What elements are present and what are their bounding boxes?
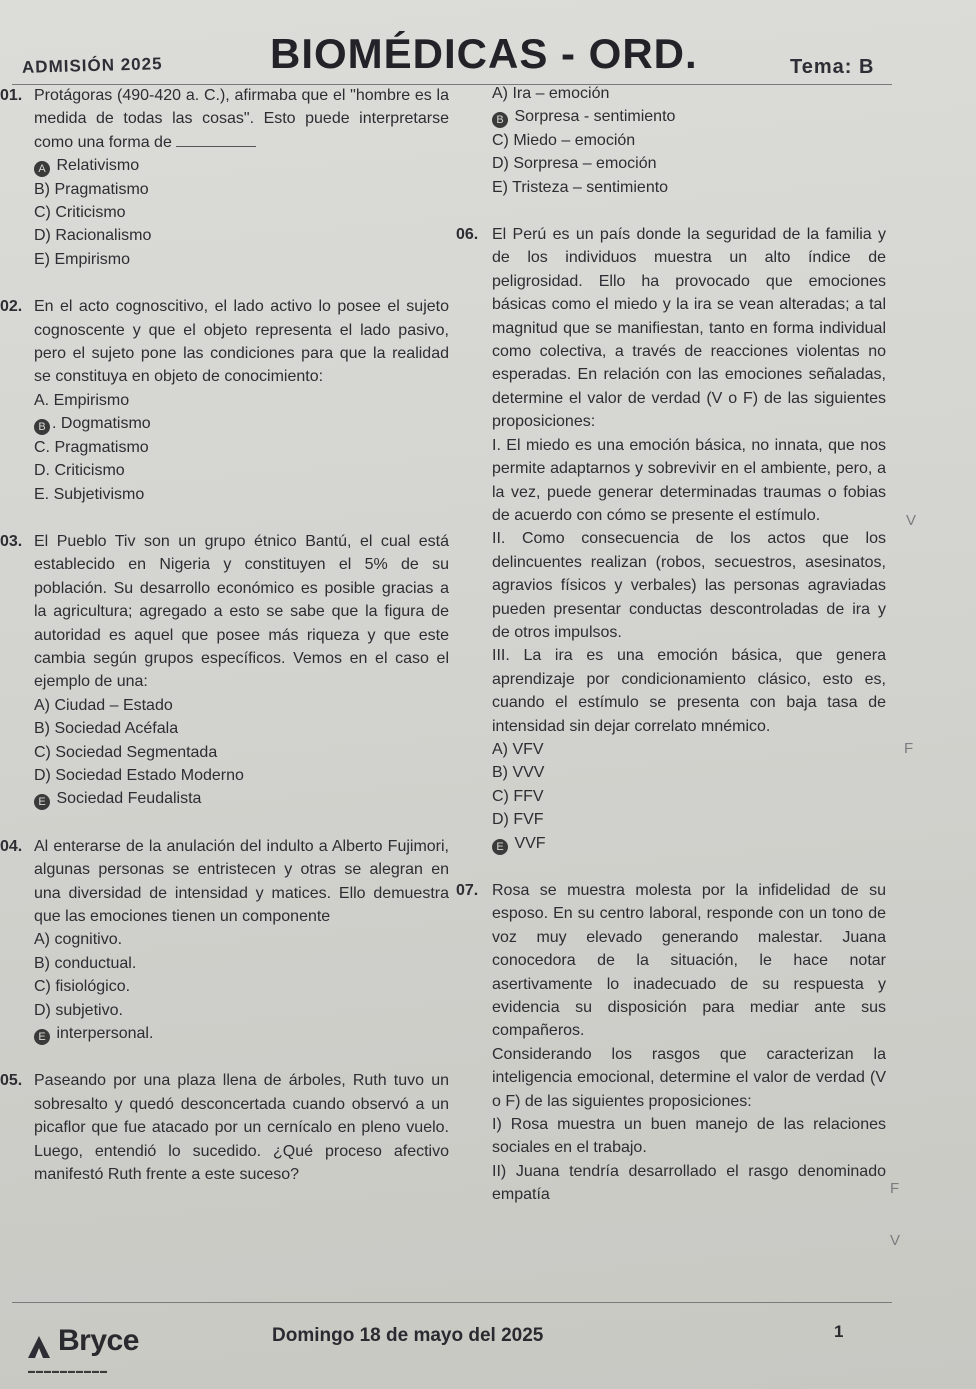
option-a: A) Ciudad – Estado [34,696,173,714]
option-e: E) Tristeza – sentimiento [492,178,669,196]
marked-answer-icon: E [492,839,508,855]
option-c: C) FFV [492,787,544,805]
answer-blank [176,133,256,147]
option-a: A) Ira – emoción [492,85,610,102]
question-stem: Rosa se muestra molesta por la infidelidad de su esposo. En su centro laboral, responde con un tono de voz muy elevado generando malestar. Juana conocedora de la situación, le hace notar asertivamente lo inadecuado de su respuesta y evidencia su disposición para mediar ante sus compañeros. [492,882,886,1040]
admission-label: ADMISIÓN 2025 [21,54,163,77]
right-column [456,82,886,1207]
logo-wordmark: Bryce [58,1324,139,1357]
question-stem: El Pueblo Tiv son un grupo étnico Bantú, el cual está establecido en Nigeria y constituyen el 5% de su población. Su desarrollo económico es posible gracias a la agricultura; agregado a esto se sabe que la figura de autoridad es aquel que posee más riqueza y que este cambia según grupos específicos. Vemos en el caso el ejemplo de una: [34,532,449,691]
option-d: D) Racionalismo [34,227,152,245]
proposition-i: I) Rosa muestra un buen manejo de las relaciones sociales en el trabajo. [492,1116,886,1157]
question-stem: El Perú es un país donde la seguridad de la familia y de los individuos muestra un alto índice de peligrosidad. Ello ha provocado que emociones básicas como el miedo y la ira se vean alteradas; a tal magnitud que se manifiestan, tanto en forma individual como colectiva, a través de reacciones violentas no esperadas. En relación con las emociones señaladas, determine el valor de verdad (V o F) de las siguientes proposiciones: [492,226,886,431]
option-c: C. Pragmatismo [34,438,149,456]
option-b: B Sorpresa - sentimiento [492,105,886,128]
proposition-iii: III. La ira es una emoción básica, que genera aprendizaje por condicionamiento clásico, esto es, cuando el estímulo se presenta con baja tasa de intensidad sin dejar correlato mnémico. [492,647,886,735]
proposition-i: I. El miedo es una emoción básica, no innata, que nos permite adaptarnos y sobrevivir en el ambiente, pero, a la vez, puede generar determinadas traumas o fobias de acuerdo con cómo se presente el estímulo. [492,436,886,524]
question-number: 03. [0,532,23,550]
marked-answer-icon: A [34,161,50,177]
question-03 [0,530,449,811]
question-number: 01. [0,87,23,104]
left-column [0,84,449,1186]
logo-tagline-graphic: ▬▬▬▬▬▬▬▬▬▬ [28,1368,108,1375]
question-02 [0,295,449,506]
question-05 [0,1069,449,1186]
footer-divider [12,1302,892,1303]
marked-answer-icon: B [34,419,50,435]
question-04 [0,835,449,1046]
bryce-logo [18,1318,158,1384]
option-c: C) fisiológico. [34,978,131,996]
question-01 [0,84,449,271]
question-stem: Protágoras (490-420 a. C.), afirmaba que el "hombre es la medida de todas las cosas". Esto puede interpretarse como una forma de [34,87,449,151]
logo-emblem-icon [24,1332,54,1362]
question-stem: Al enterarse de la anulación del indulto a Alberto Fujimori, algunas personas se entristecen y otras se alegran en una diversidad de intensidad y matices. Ello demuestra que las emociones tienen un componente [34,837,449,925]
option-e: E VVF [492,832,886,855]
question-number: 04. [0,837,23,855]
option-a: A) VFV [492,740,544,758]
option-b: B) Sociedad Acéfala [34,720,179,738]
pencil-mark: V [906,512,917,529]
option-e: E interpersonal. [34,1022,449,1045]
option-e: E Sociedad Feudalista [34,787,449,810]
question-06 [456,223,886,855]
marked-answer-icon: E [34,794,50,810]
option-d: D) Sorpresa – emoción [492,155,657,173]
proposition-ii: II) Juana tendría desarrollado el rasgo denominado empatía [492,1162,886,1204]
exam-date: Domingo 18 de mayo del 2025 [272,1325,544,1346]
option-a: A) cognitivo. [34,931,123,949]
option-d: D. Criticismo [34,462,125,480]
exam-theme: Tema: B [790,56,875,78]
proposition-ii: II. Como consecuencia de los actos que los delincuentes realizan (robos, secuestros, asesinatos, agravios físicos y verbales) las personas agraviadas pueden presentar conductas descontroladas de ira y de otros impulsos. [492,530,886,641]
question-number: 06. [456,226,479,244]
marked-answer-icon: E [34,1029,50,1045]
option-b: B . Dogmatismo [34,412,449,435]
option-e: E) Empirismo [34,250,131,268]
option-e: E. Subjetivismo [34,485,145,503]
option-b: B) conductual. [34,954,137,972]
option-c: C) Criticismo [34,204,126,222]
question-07 [456,879,886,1207]
question-stem: Paseando por una plaza llena de árboles, Ruth tuvo un sobresalto y quedó desconcertada cuando observó a un picaflor que fue atacado por un cernícalo en pleno vuelo. Luego, entendió lo sucedido. ¿Qué proceso afectivo manifestó Ruth frente a este suceso? [34,1072,449,1184]
question-number: 07. [456,882,479,899]
exam-title: BIOMÉDICAS - ORD. [270,30,698,77]
option-b: B) Pragmatismo [34,180,149,198]
option-d: D) FVF [492,811,544,829]
pencil-mark: F [890,1180,900,1197]
question-05-options [492,82,886,199]
page-number: 1 [834,1322,844,1341]
option-d: D) Sociedad Estado Moderno [34,766,244,784]
marked-answer-icon: B [492,112,508,128]
question-number: 05. [0,1072,23,1090]
option-d: D) subjetivo. [34,1001,123,1019]
option-a: A Relativismo [34,154,449,177]
option-c: C) Sociedad Segmentada [34,743,218,761]
option-b: B) VVV [492,764,545,782]
question-instruction: Considerando los rasgos que caracterizan la inteligencia emocional, determine el valor de verdad (V o F) de las siguientes proposiciones: [492,1045,886,1110]
pencil-mark: V [890,1232,901,1249]
question-number: 02. [0,298,23,316]
option-c: C) Miedo – emoción [492,131,636,149]
option-a: A. Empirismo [34,391,130,409]
question-stem: En el acto cognoscitivo, el lado activo lo posee el sujeto cognoscente y que el objeto representa el lado pasivo, pero el sujeto pone las condiciones para que la realidad se constituya en objeto de conocimiento: [34,298,449,386]
pencil-mark: F [904,740,914,757]
